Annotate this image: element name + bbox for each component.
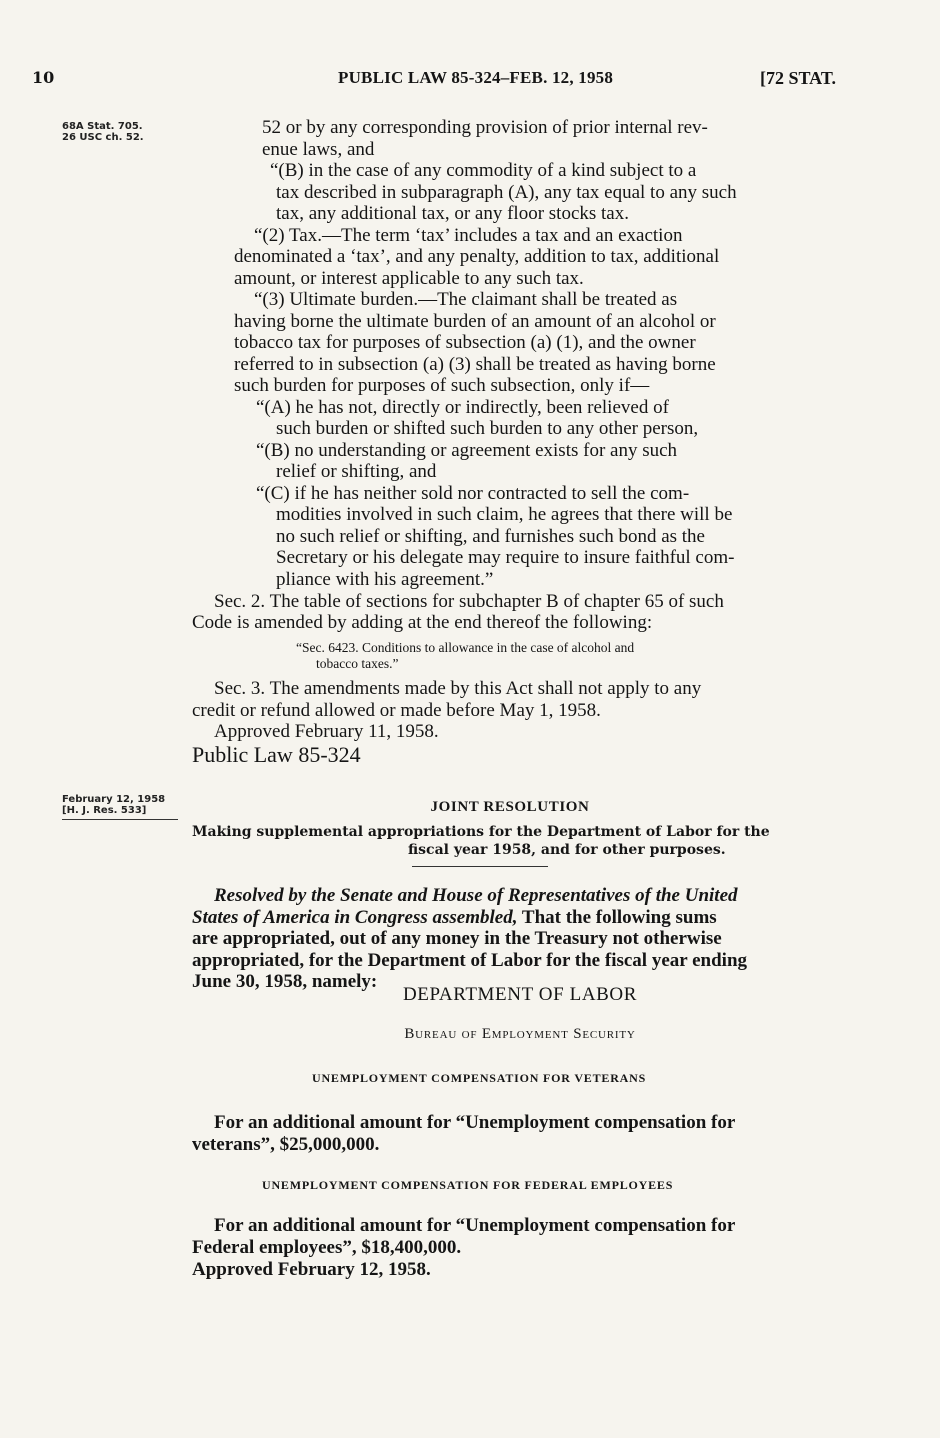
- section-rule: [412, 866, 548, 867]
- appropriation-line: For an additional amount for “Unemployment compensation for: [214, 1112, 736, 1133]
- appropriation-line: veterans”, $25,000,000.: [192, 1134, 380, 1155]
- department-heading: DEPARTMENT OF LABOR: [402, 984, 638, 1005]
- margin-citation: [62, 121, 144, 143]
- resolution-line: [214, 885, 738, 907]
- body-line: “(2) Tax.—The term ‘tax’ includes a tax and an exaction: [254, 225, 683, 246]
- resolution-line: [192, 907, 717, 929]
- bureau-heading: Bureau of Employment Security: [404, 1026, 636, 1042]
- body-line: tax, any additional tax, or any floor stocks tax.: [276, 203, 629, 224]
- item-heading: UNEMPLOYMENT COMPENSATION FOR FEDERAL EMPLOYEES: [262, 1178, 674, 1192]
- table-entry-line: tobacco taxes.”: [316, 656, 399, 671]
- body-line: Secretary or his delegate may require to insure faithful com-: [276, 547, 735, 568]
- body-line: 52 or by any corresponding provision of prior internal rev-: [262, 117, 708, 138]
- body-line: tax described in subparagraph (A), any tax equal to any such: [276, 182, 737, 203]
- public-law-title: Public Law 85-324: [192, 742, 361, 767]
- appropriation-line: Federal employees”, $18,400,000.: [192, 1237, 462, 1258]
- body-line: “(A) he has not, directly or indirectly, been relieved of: [256, 397, 669, 418]
- resolution-description-line: Making supplemental appropriations for the Department of Labor for the: [192, 824, 770, 840]
- body-line: relief or shifting, and: [276, 461, 437, 482]
- margin-citation-line: 68A Stat. 705.: [62, 121, 143, 132]
- body-line: “(C) if he has neither sold nor contracted to sell the com-: [256, 483, 690, 504]
- sec3-line: credit or refund allowed or made before May 1, 1958.: [192, 700, 601, 721]
- resolution-line: are appropriated, out of any money in the Treasury not otherwise: [192, 928, 722, 949]
- body-line: referred to in subsection (a) (3) shall be treated as having borne: [234, 354, 716, 375]
- running-head-stat: [72 STAT.: [760, 68, 837, 88]
- body-line: such burden or shifted such burden to any other person,: [276, 418, 699, 439]
- body-line: Sec. 2. The table of sections for subchapter B of chapter 65 of such: [214, 591, 724, 612]
- body-line: amount, or interest applicable to any such tax.: [234, 268, 584, 289]
- margin-resolution-line: [H. J. Res. 533]: [62, 805, 147, 816]
- table-entry-line: “Sec. 6423. Conditions to allowance in the case of alcohol and: [296, 640, 635, 655]
- margin-citation-line: 26 USC ch. 52.: [62, 132, 144, 143]
- page-number: 10: [32, 68, 55, 87]
- body-line: “(3) Ultimate burden.—The claimant shall be treated as: [254, 289, 678, 310]
- resolution-description-line: fiscal year 1958, and for other purposes.: [408, 842, 726, 858]
- margin-date-line: February 12, 1958: [62, 794, 166, 805]
- margin-rule: [62, 819, 178, 820]
- body-line: denominated a ‘tax’, and any penalty, addition to tax, additional: [234, 246, 720, 267]
- running-head-title: PUBLIC LAW 85-324–FEB. 12, 1958: [338, 68, 614, 87]
- resolution-text: That the following sums: [517, 907, 717, 928]
- body-line: enue laws, and: [262, 139, 375, 160]
- resolution-italic-text: States of America in Congress assembled,: [192, 907, 518, 928]
- body-line: “(B) no understanding or agreement exists for any such: [256, 440, 678, 461]
- item-heading: UNEMPLOYMENT COMPENSATION FOR VETERANS: [312, 1071, 647, 1085]
- approval-line: Approved February 12, 1958.: [192, 1259, 431, 1280]
- resolution-line: appropriated, for the Department of Labor for the fiscal year ending: [192, 950, 748, 971]
- body-line: no such relief or shifting, and furnishes such bond as the: [276, 526, 705, 547]
- resolution-italic-text: Resolved by the Senate and House of Representatives of the United: [214, 885, 738, 906]
- body-line: having borne the ultimate burden of an amount of an alcohol or: [234, 311, 716, 332]
- body-line: such burden for purposes of such subsection, only if—: [234, 375, 650, 396]
- body-line: modities involved in such claim, he agrees that there will be: [276, 504, 733, 525]
- body-line: tobacco tax for purposes of subsection (a) (1), and the owner: [234, 332, 696, 353]
- appropriation-line: For an additional amount for “Unemployment compensation for: [214, 1215, 736, 1236]
- resolution-line: June 30, 1958, namely:: [192, 971, 378, 992]
- body-line: Code is amended by adding at the end thereof the following:: [192, 612, 653, 633]
- body-line: pliance with his agreement.”: [276, 569, 494, 590]
- sec3-line: Sec. 3. The amendments made by this Act shall not apply to any: [214, 678, 702, 699]
- body-line: “(B) in the case of any commodity of a kind subject to a: [270, 160, 697, 181]
- joint-resolution-heading: JOINT RESOLUTION: [430, 799, 590, 815]
- approval-line: Approved February 11, 1958.: [214, 721, 439, 742]
